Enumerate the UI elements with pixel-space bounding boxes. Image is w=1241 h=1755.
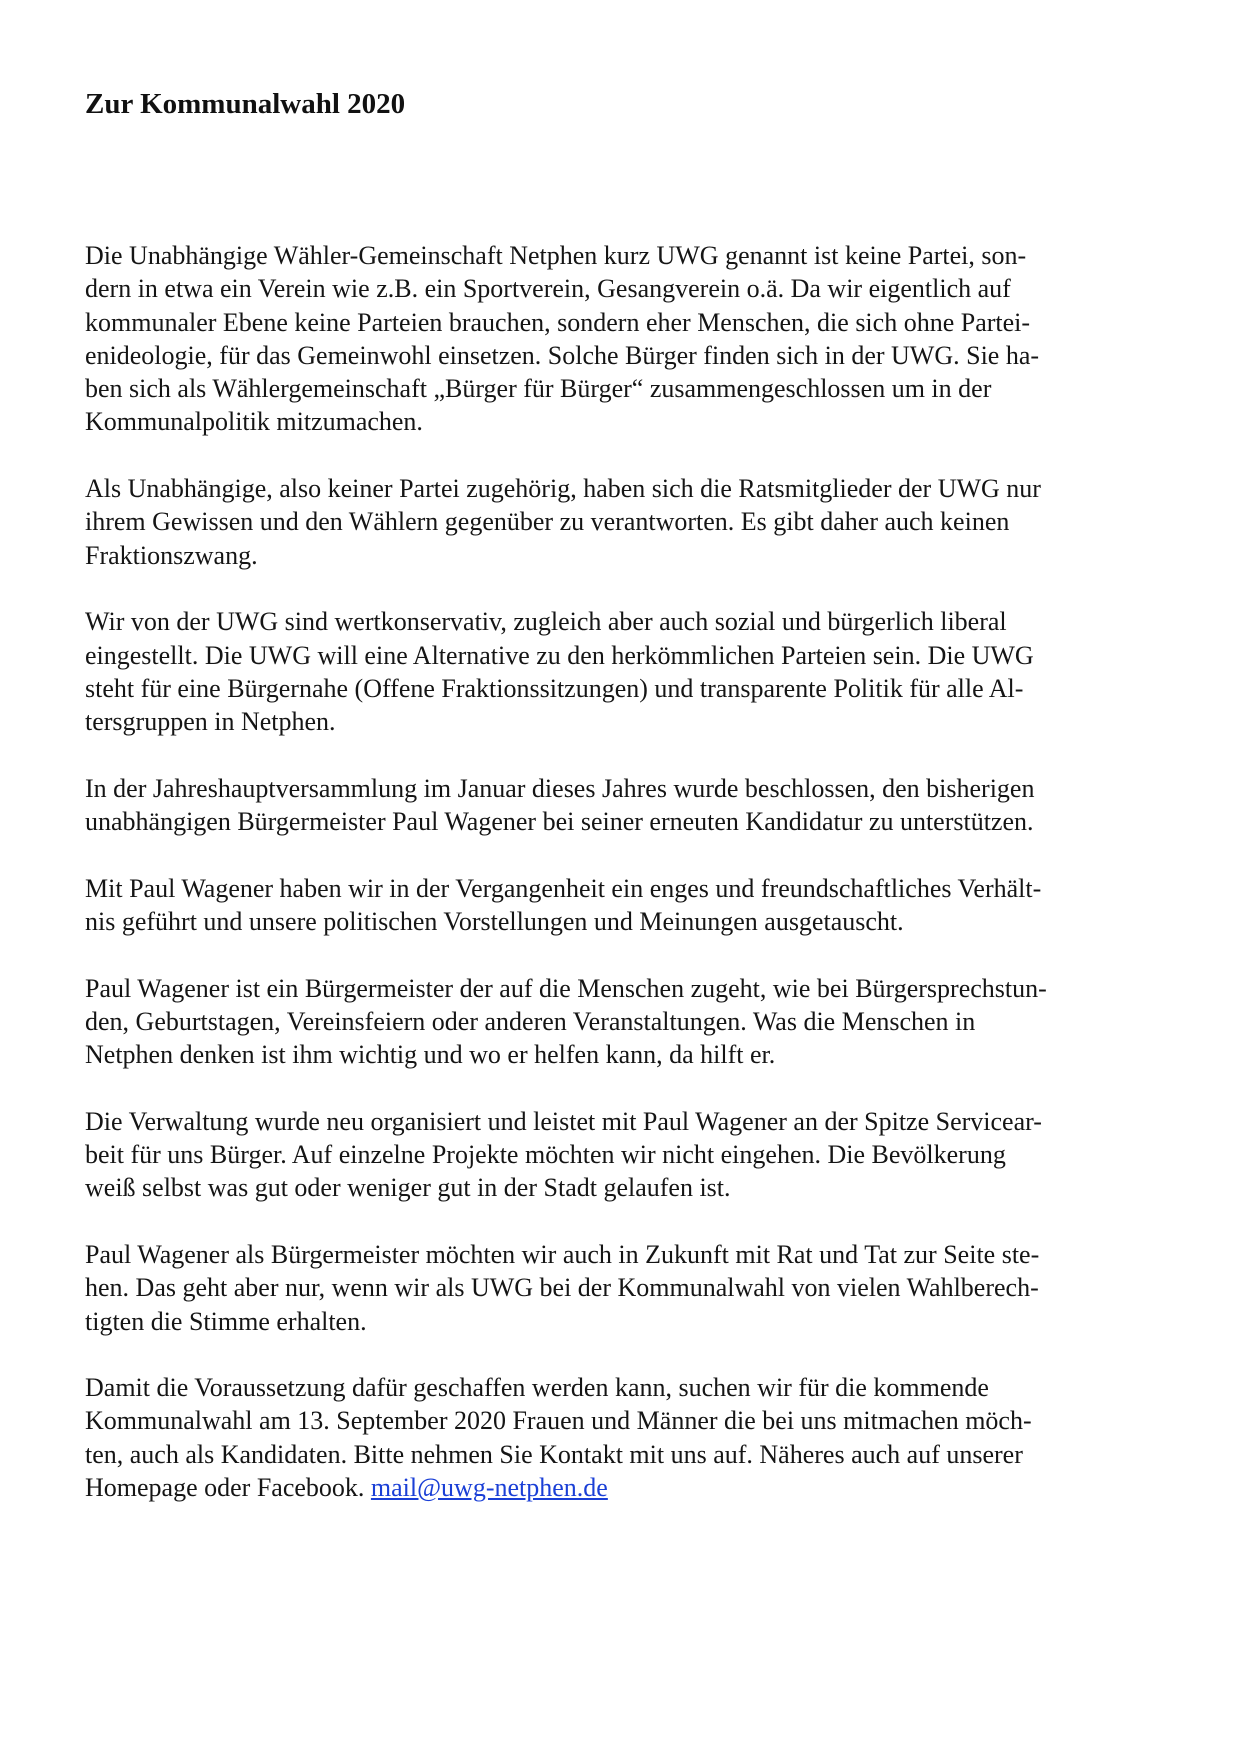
text-line: Die Unabhängige Wähler-Gemeinschaft Netphen kurz UWG genannt ist keine Partei, son-: [85, 241, 1027, 270]
page-title: Zur Kommunalwahl 2020: [85, 88, 406, 120]
text-line: eingestellt. Die UWG will eine Alternative zu den herkömmlichen Parteien sein. Die UWG: [85, 640, 1034, 670]
paragraph: [85, 1371, 1175, 1504]
text-line: beit für uns Bürger. Auf einzelne Projekte möchten wir nicht eingehen. Die Bevölkerung: [85, 1140, 1006, 1170]
paragraph: [85, 972, 1175, 1072]
text-line: Kommunalpolitik mitzumachen.: [85, 407, 423, 437]
paragraph: [85, 239, 1175, 439]
text-line: Mit Paul Wagener haben wir in der Vergangenheit ein enges und freundschaftliches Verhält-: [85, 873, 1042, 903]
text-line: den, Geburtstagen, Vereinsfeiern oder anderen Veranstaltungen. Was die Menschen in: [85, 1006, 976, 1036]
text-line: enideologie, für das Gemeinwohl einsetzen. Solche Bürger finden sich in der UWG. Sie ha-: [85, 340, 1040, 370]
paragraph: [85, 1238, 1175, 1338]
text-line: ihrem Gewissen und den Wählern gegenüber zu verantworten. Es gibt daher auch keinen: [85, 507, 1010, 537]
text-line: steht für eine Bürgernahe (Offene Fraktionssitzungen) und transparente Politik für alle Al-: [85, 673, 1024, 703]
text-line: Damit die Voraussetzung dafür geschaffen werden kann, suchen wir für die kommende: [85, 1373, 989, 1403]
text-line: Als Unabhängige, also keiner Partei zugehörig, haben sich die Ratsmitglieder der UWG nur: [85, 474, 1041, 504]
email-link[interactable]: mail@uwg-netphen.de: [370, 1472, 608, 1502]
paragraph: [85, 472, 1175, 572]
text-line: Fraktionszwang.: [85, 540, 258, 570]
paragraph: [85, 772, 1175, 839]
text-line: Paul Wagener als Bürgermeister möchten wir auch in Zukunft mit Rat und Tat zur Seite ste-: [85, 1239, 1040, 1269]
text-line: tersgruppen in Netphen.: [85, 707, 336, 737]
text-line: Paul Wagener ist ein Bürgermeister der auf die Menschen zugeht, wie bei Bürgersprechstun-: [85, 973, 1047, 1003]
text-line: Wir von der UWG sind wertkonservativ, zugleich aber auch sozial und bürgerlich liberal: [85, 607, 1007, 637]
text-line: ten, auch als Kandidaten. Bitte nehmen Sie Kontakt mit uns auf. Näheres auch auf unserer: [85, 1439, 1023, 1469]
text-line: hen. Das geht aber nur, wenn wir als UWG bei der Kommunalwahl von vielen Wahlberech-: [85, 1273, 1039, 1303]
text-line: Netphen denken ist ihm wichtig und wo er helfen kann, da hilft er.: [85, 1040, 776, 1070]
text-line: ben sich als Wählergemeinschaft „Bürger für Bürger“ zusammengeschlossen um in der: [85, 374, 992, 404]
text-line: kommunaler Ebene keine Parteien brauchen, sondern eher Menschen, die sich ohne Partei-: [85, 307, 1031, 337]
text-line: dern in etwa ein Verein wie z.B. ein Sportverein, Gesangverein o.ä. Da wir eigentlich auf: [85, 274, 1011, 304]
text-line: unabhängigen Bürgermeister Paul Wagener bei seiner erneuten Kandidatur zu unterstützen.: [85, 807, 1034, 837]
text-line: In der Jahreshauptversammlung im Januar dieses Jahres wurde beschlossen, den bisherigen: [85, 773, 1035, 803]
text-line: weiß selbst was gut oder weniger gut in der Stadt gelaufen ist.: [85, 1173, 731, 1203]
document-body: [85, 239, 1175, 1538]
paragraph: [85, 872, 1175, 939]
text-line: nis geführt und unsere politischen Vorstellungen und Meinungen ausgetauscht.: [85, 906, 904, 936]
text-line-with-link: [85, 1471, 1175, 1504]
text-line: Die Verwaltung wurde neu organisiert und leistet mit Paul Wagener an der Spitze Servicear-: [85, 1106, 1042, 1136]
paragraph: [85, 1105, 1175, 1205]
paragraph: [85, 605, 1175, 738]
text-line: Kommunalwahl am 13. September 2020 Frauen und Männer die bei uns mitmachen möch-: [85, 1406, 1032, 1436]
text-line: tigten die Stimme erhalten.: [85, 1306, 367, 1336]
text-fragment: Homepage oder Facebook.: [85, 1472, 371, 1502]
